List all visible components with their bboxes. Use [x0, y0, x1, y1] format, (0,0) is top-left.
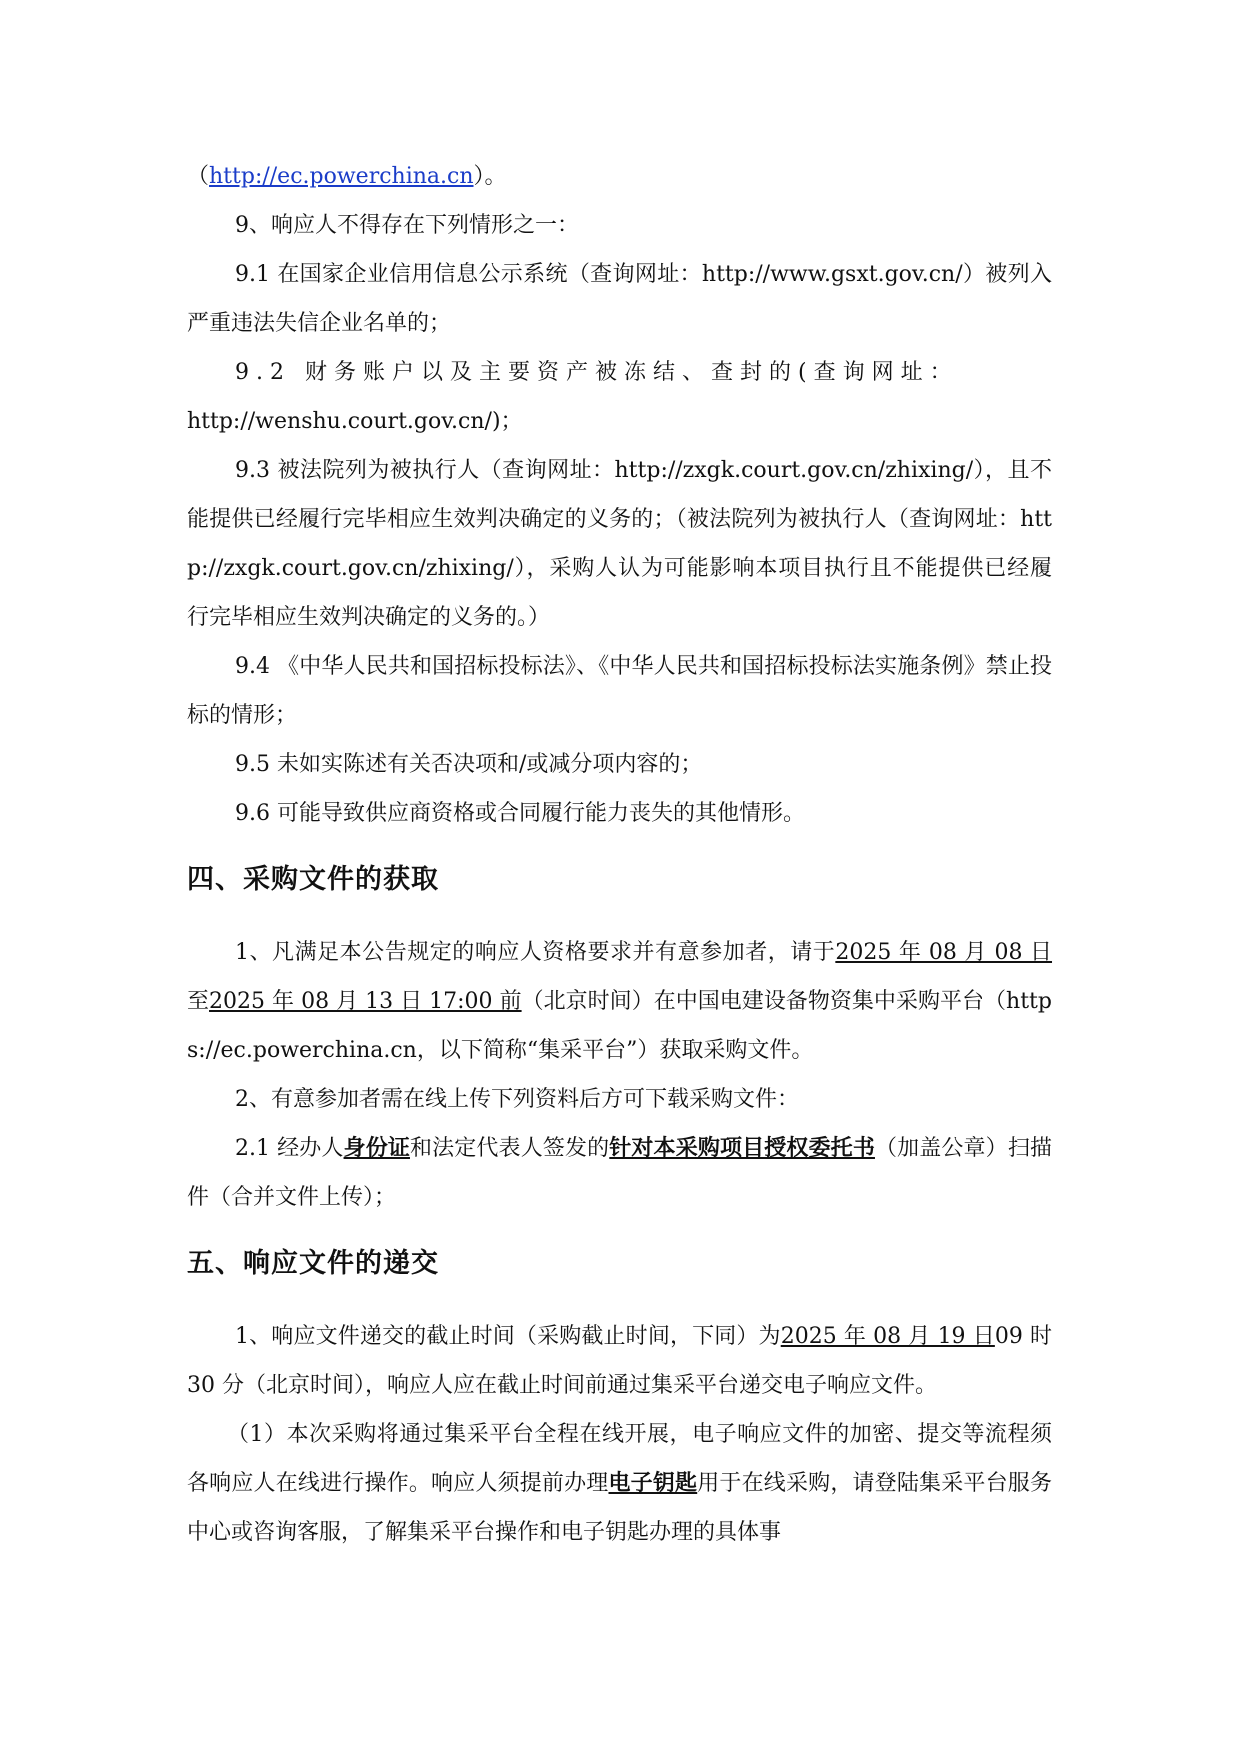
section-4-para-2: 2、有意参加者需在线上传下列资料后方可下载采购文件：	[235, 1087, 799, 1112]
url-line: （http://ec.powerchina.cn）。	[187, 164, 507, 189]
powerchina-link[interactable]: http://ec.powerchina.cn	[209, 164, 474, 189]
item-9-5: 9.5 未如实陈述有关否决项和/或减分项内容的；	[235, 752, 703, 777]
item-9-1: 9.1 在国家企业信用信息公示系统（查询网址：http://www.gsxt.gov.cn/）被列入严重违法失信企业名单的；	[187, 262, 1052, 336]
start-date: 2025 年 08 月 08 日	[835, 940, 1053, 965]
section-5-para-1: 1、响应文件递交的截止时间（采购截止时间，下同）为2025 年 08 月 19 日09 时 30 分（北京时间），响应人应在截止时间前通过集采平台递交电子响应文件。	[187, 1324, 1052, 1398]
e-key-emphasis: 电子钥匙	[608, 1471, 698, 1496]
section-5-para-2: （1）本次采购将通过集采平台全程在线开展，电子响应文件的加密、提交等流程须各响应人在线进行操作。响应人须提前办理电子钥匙用于在线采购，请登陆集采平台服务中心或咨询客服，了解集采平台操作和电子钥匙办理的具体事	[187, 1422, 1052, 1545]
document-body	[187, 152, 1052, 1557]
item-9-4: 9.4 《中华人民共和国招标投标法》、《中华人民共和国招标投标法实施条例》禁止投标的情形；	[187, 654, 1052, 728]
end-date: 2025 年 08 月 13 日 17:00 前	[209, 989, 522, 1014]
item-9-6: 9.6 可能导致供应商资格或合同履行能力丧失的其他情形。	[235, 801, 805, 826]
item-9-2-url: http://wenshu.court.gov.cn/)；	[187, 409, 523, 434]
id-card-emphasis: 身份证	[343, 1136, 410, 1161]
section-4-para-1: 1、凡满足本公告规定的响应人资格要求并有意参加者，请于2025 年 08 月 08 日至2025 年 08 月 13 日 17:00 前（北京时间）在中国电建设备物资集中采购平台（https://ec.powerchina.cn，以下简称“集采平台”）获取采购文件。	[187, 940, 1053, 1063]
section-4-para-3: 2.1 经办人身份证和法定代表人签发的针对本采购项目授权委托书（加盖公章）扫描件（合并文件上传）；	[187, 1136, 1052, 1210]
authorization-emphasis: 针对本采购项目授权委托书	[609, 1136, 875, 1161]
item-9: 9、响应人不得存在下列情形之一：	[235, 213, 579, 238]
deadline-date: 2025 年 08 月 19 日	[780, 1324, 995, 1349]
section-5-heading: 五、响应文件的递交	[187, 1248, 439, 1279]
item-9-3: 9.3 被法院列为被执行人（查询网址：http://zxgk.court.gov.cn/zhixing/），且不能提供已经履行完毕相应生效判决确定的义务的；（被法院列为被执行人（查询网址：http://zxgk.court.gov.cn/zhixing/），采购人认为可能影响本项目执行且不能提供已经履行完毕相应生效判决确定的义务的。）	[187, 458, 1052, 630]
section-4-heading: 四、采购文件的获取	[187, 864, 439, 895]
item-9-2: 9.2 财务账户以及主要资产被冻结、查封的(查询网址：	[235, 360, 959, 385]
